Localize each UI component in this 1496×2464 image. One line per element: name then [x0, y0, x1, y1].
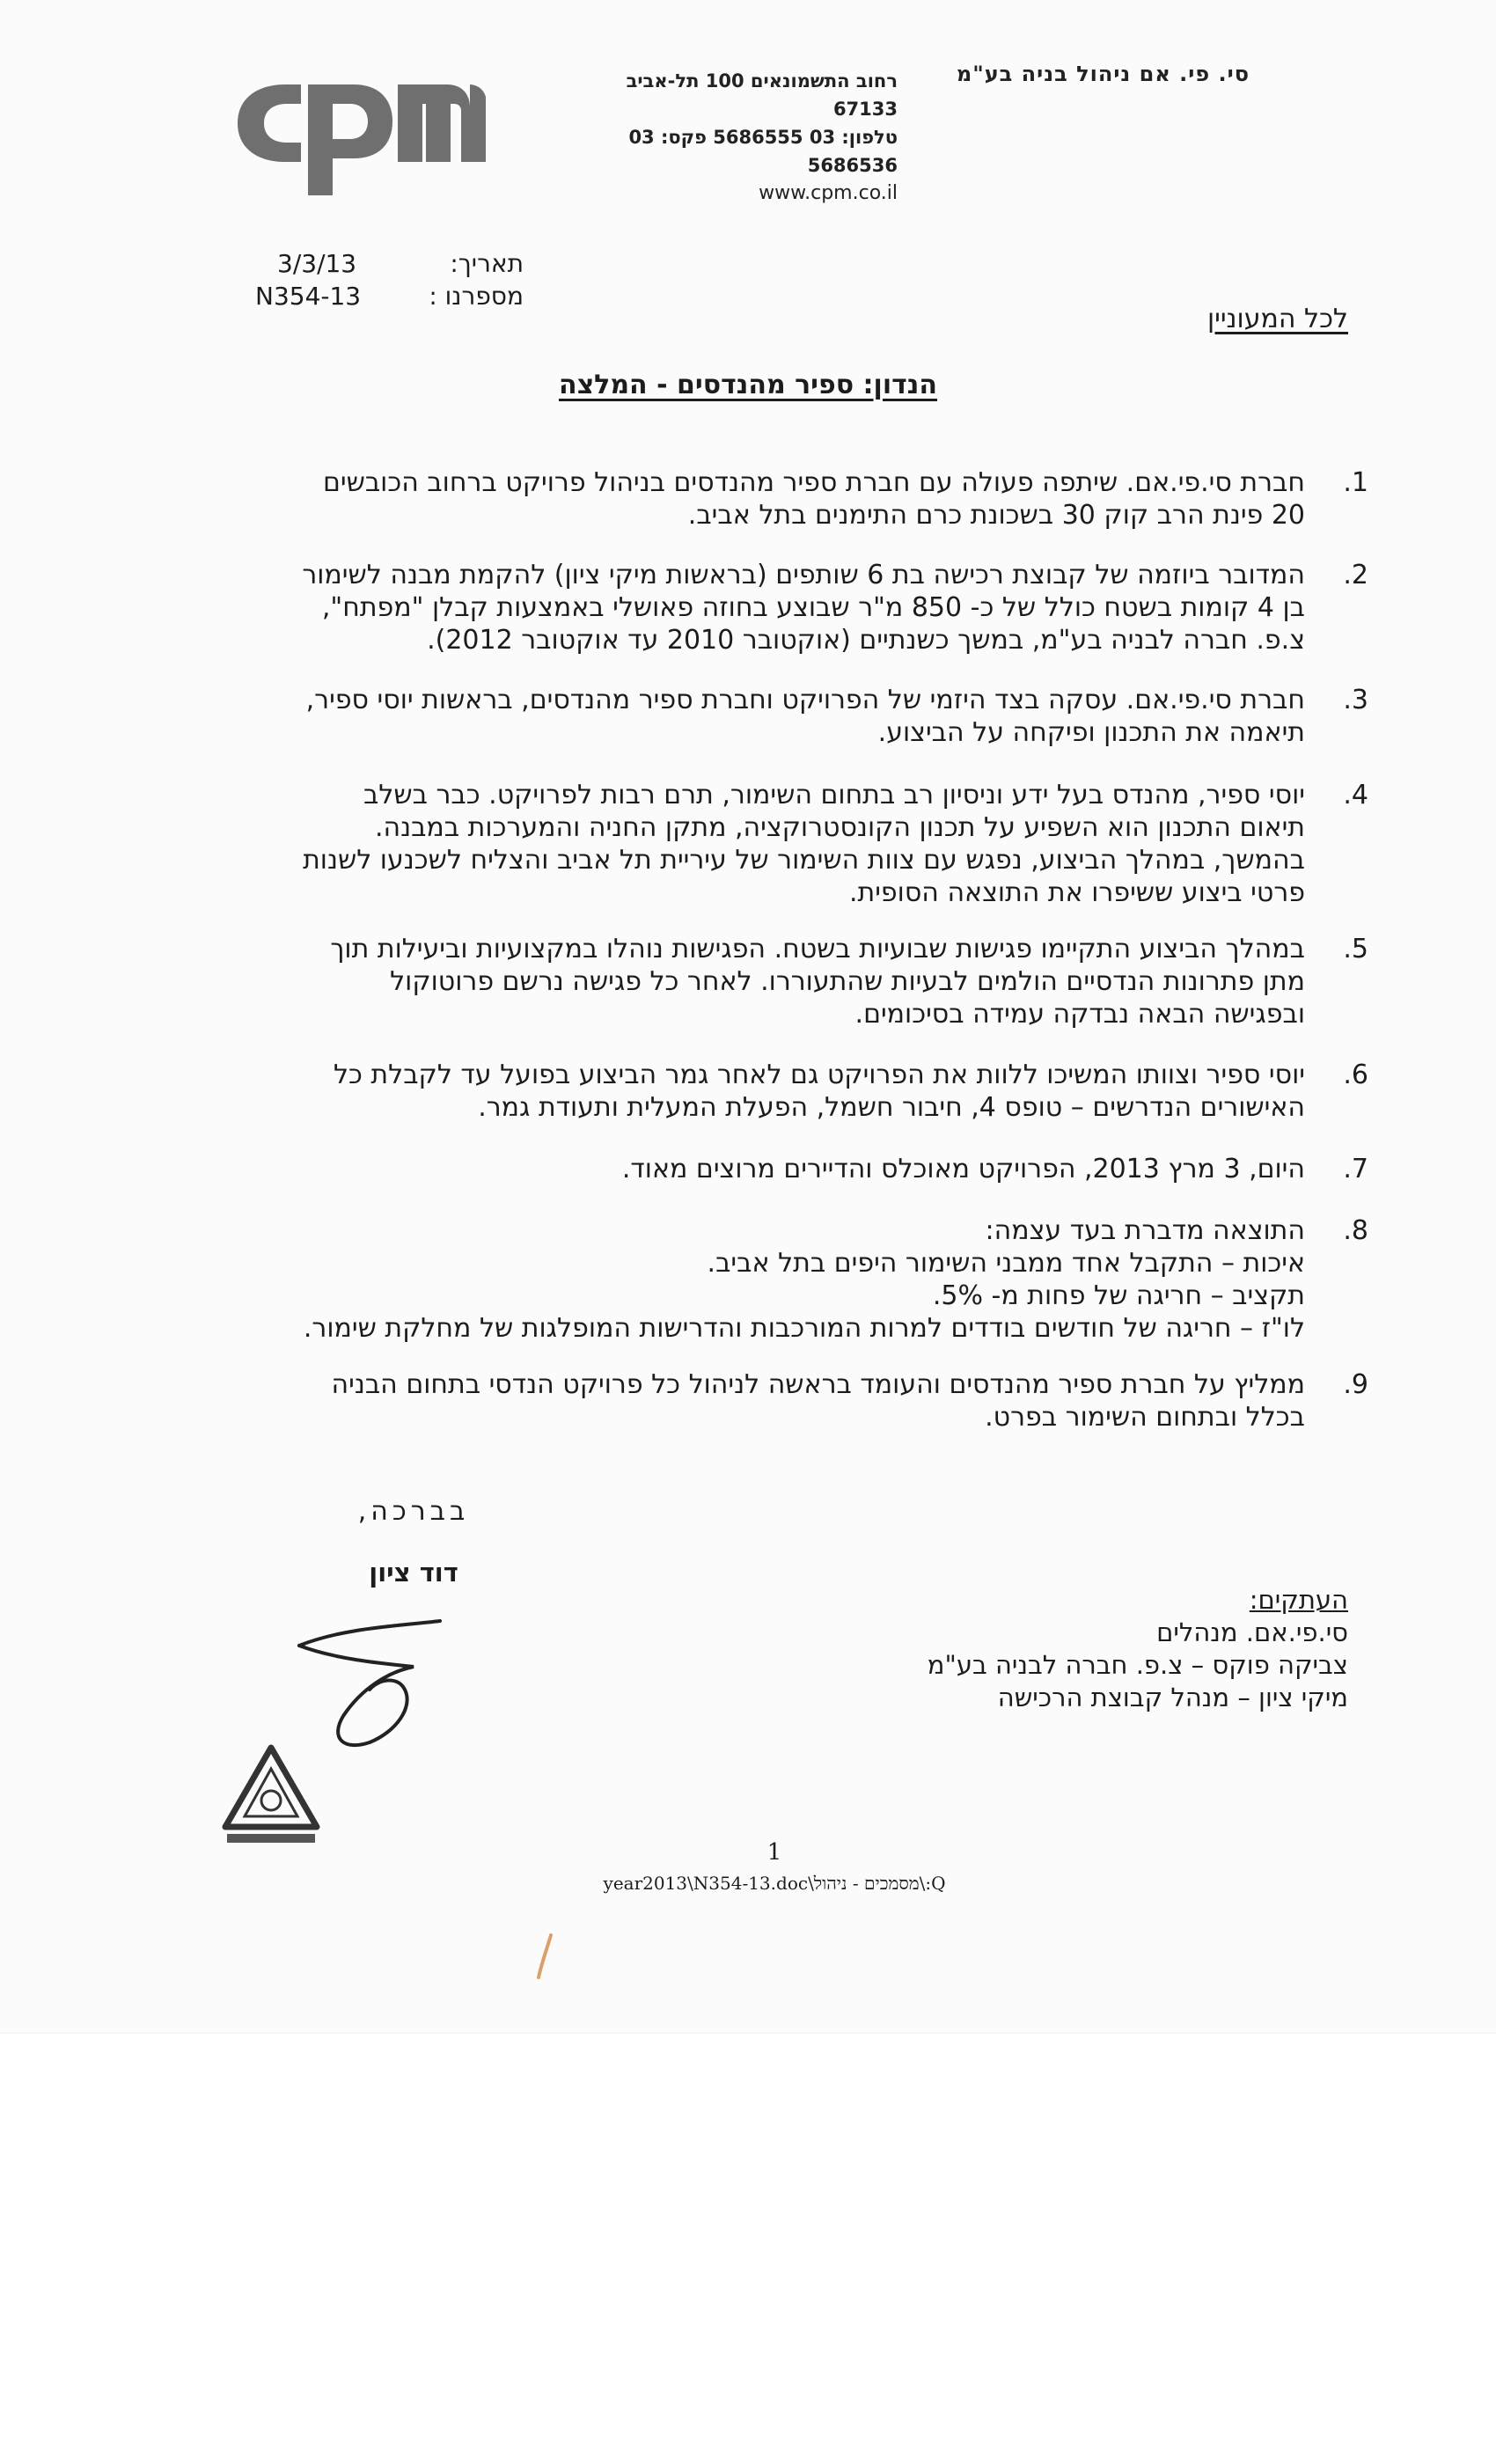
reference-label: מספרנו : [429, 282, 524, 311]
item-line: יוסי ספיר, מהנדס בעל ידע וניסיון רב בתחום השימור, תרם רבות לפרויקט. כבר בשלב [363, 780, 1305, 810]
reference-value: N354-13 [255, 282, 362, 311]
item-number: .7 [1343, 1154, 1368, 1184]
item-line: בכלל ובתחום השימור בפרט. [985, 1402, 1305, 1433]
item-line: בהמשך, במהלך הביצוע, נפגש עם צוות השימור של עיריית תל אביב והצליח לשכנעו לשנות [303, 845, 1305, 876]
date-label: תאריך: [450, 249, 524, 278]
item-line: בן 4 קומות בשטח כולל של כ- 850 מ"ר שבוצע בחוזה פאושלי באמצעות קבלן "מפתח", [321, 592, 1305, 623]
item-number: .1 [1343, 467, 1368, 498]
copy-recipient: סי.פי.אם. מנהלים [1156, 1617, 1348, 1647]
item-line: המדובר ביוזמה של קבוצת רכישה בת 6 שותפים (בראשות מיקי ציון) להקמת מבנה לשימור [302, 560, 1305, 590]
item-line: לו"ז – חריגה של חודשים בודדים למרות המורכבות והדרישות המופלגות של מחלקת שימור. [303, 1313, 1305, 1344]
item-line: חברת סי.פי.אם. עסקה בצד היזמי של הפרויקט וחברת ספיר מהנדסים, בראשות יוסי ספיר, [305, 685, 1305, 715]
item-line: צ.פ. חברה לבניה בע"מ, במשך כשנתיים (אוקטובר 2010 עד אוקטובר 2012). [427, 625, 1305, 656]
cpm-logo [231, 67, 495, 199]
item-number: .4 [1343, 780, 1368, 810]
website-link[interactable]: www.cpm.co.il [759, 182, 898, 204]
signer-name: דוד ציון [369, 1558, 458, 1588]
logo-text: cpm [361, 190, 364, 191]
item-line: יוסי ספיר וצוותו המשיכו ללוות את הפרויקט גם לאחר גמר הביצוע בפועל עד לקבלת כל [333, 1060, 1305, 1090]
item-number: .2 [1343, 560, 1368, 590]
item-line: ובפגישה הבאה נבדקה עמידה בסיכומים. [854, 999, 1305, 1030]
company-name: סי. פי. אם ניהול בניה בע"מ [956, 62, 1250, 86]
date-value: 3/3/13 [277, 249, 357, 278]
item-number: .9 [1343, 1369, 1368, 1400]
copy-recipient: מיקי ציון – מנהל קבוצת הרכישה [997, 1683, 1348, 1712]
standards-seal-icon [218, 1742, 324, 1857]
phone-line: טלפון: 03 5686555 פקס: 03 5686536 [628, 127, 898, 176]
item-line: 20 פינת הרב קוק 30 בשכונת כרם התימנים בתל אביב. [687, 500, 1305, 531]
copy-recipient: צביקה פוקס – צ.פ. חברה לבניה בע"מ [927, 1650, 1348, 1680]
item-line: חברת סי.פי.אם. שיתפה פעולה עם חברת ספיר מהנדסים בניהול פרויקט ברחוב הכובשים [322, 467, 1305, 498]
item-line: פרטי ביצוע ששיפרו את התוצאה הסופית. [848, 877, 1305, 908]
item-line: האישורים הנדרשים – טופס 4, חיבור חשמל, הפעלת המעלית ותעודת גמר. [478, 1092, 1305, 1123]
item-number: .3 [1343, 685, 1368, 715]
item-line: תקציב – חריגה של פחות מ- 5%. [932, 1280, 1305, 1311]
closing-salutation: בברכה, [357, 1496, 470, 1527]
pen-mark [532, 1932, 558, 1984]
copies-block [880, 1584, 1348, 1714]
item-line: תיאמה את התכנון ופיקחה על הביצוע. [877, 717, 1305, 748]
item-line: היום, 3 מרץ 2013, הפרויקט מאוכלס והדיירים מרוצים מאוד. [621, 1154, 1305, 1184]
file-path: Q:\מסמכים - ניהול\year2013\N354-13.doc [603, 1873, 946, 1894]
addressee: לכל המעוניין [1206, 304, 1348, 334]
handwritten-signature [282, 1610, 466, 1760]
item-line: במהלך הביצוע התקיימו פגישות שבועיות בשטח. הפגישות נוהלו במקצועיות וביעילות תוך [330, 934, 1305, 964]
header-address-block [572, 67, 898, 208]
item-number: .6 [1343, 1060, 1368, 1090]
item-line: איכות – התקבל אחד ממבני השימור היפים בתל אביב. [707, 1248, 1305, 1279]
item-line: תיאום התכנון הוא השפיע על תכנון הקונסטרוקציה, מתקן החניה והמערכות במבנה. [374, 812, 1305, 843]
item-number: .8 [1343, 1215, 1368, 1246]
item-line: ממליץ על חברת ספיר מהנדסים והעומד בראשה לניהול כל פרויקט הנדסי בתחום הבניה [331, 1369, 1305, 1400]
page-number: 1 [766, 1839, 782, 1866]
item-line: מתן פתרונות הנדסיים הולמים לבעיות שהתעוררו. לאחר כל פגישה נרשם פרוטוקול [390, 966, 1305, 997]
address-line: רחוב התשמונאים 100 תל-אביב 67133 [626, 70, 898, 120]
subject-line: הנדון: ספיר מהנדסים - המלצה [558, 370, 937, 400]
copies-title: העתקים: [1249, 1585, 1348, 1615]
item-number: .5 [1343, 934, 1368, 964]
item-line: התוצאה מדברת בעד עצמה: [985, 1215, 1305, 1246]
